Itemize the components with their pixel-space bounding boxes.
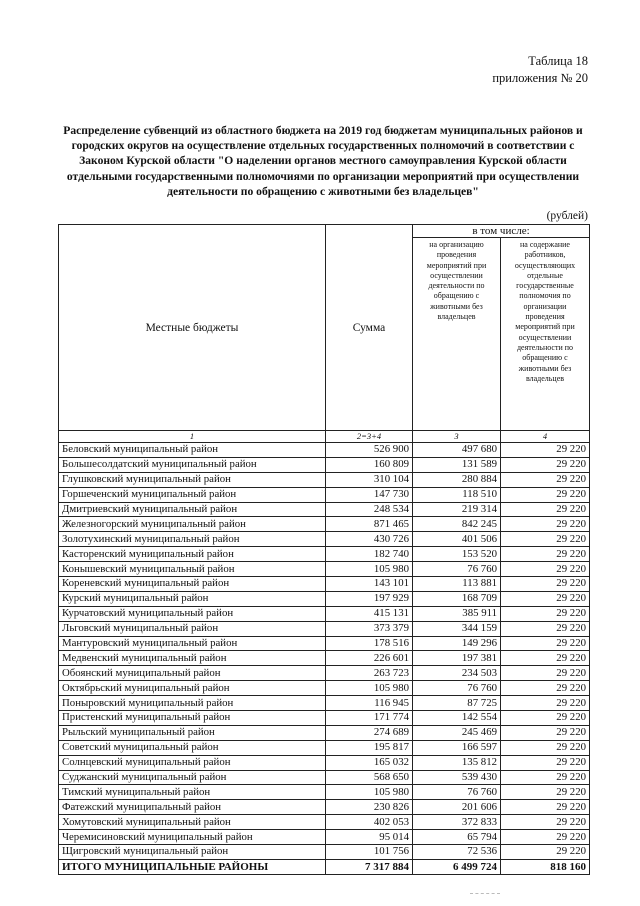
total-label: ИТОГО МУНИЦИПАЛЬНЫЕ РАЙОНЫ	[59, 859, 326, 874]
row-sum: 230 826	[326, 800, 413, 815]
row-sum: 373 379	[326, 621, 413, 636]
col-header-staff: на содержание работников, осуществляющих отдельные государственные полномочия по организации проведения мероприятий при осуществлении деятельности по обращению с животными без владельцев	[501, 238, 590, 431]
col-number: 2=3+4	[326, 431, 413, 443]
district-name: Касторенский муниципальный район	[59, 547, 326, 562]
total-sum: 7 317 884	[326, 859, 413, 874]
row-sum: 105 980	[326, 562, 413, 577]
total-row	[59, 859, 590, 874]
table-row	[59, 621, 590, 636]
row-staff: 29 220	[501, 517, 590, 532]
row-staff: 29 220	[501, 785, 590, 800]
district-name: Фатежский муниципальный район	[59, 800, 326, 815]
col-number: 4	[501, 431, 590, 443]
row-sum: 165 032	[326, 755, 413, 770]
col-header-budgets: Местные бюджеты	[59, 225, 326, 431]
row-org: 497 680	[413, 443, 501, 458]
district-name: Конышевский муниципальный район	[59, 562, 326, 577]
appendix-reference: приложения № 20	[492, 71, 588, 85]
row-sum: 143 101	[326, 577, 413, 592]
row-staff: 29 220	[501, 547, 590, 562]
table-row	[59, 577, 590, 592]
table-row	[59, 517, 590, 532]
district-name: Щигровский муниципальный район	[59, 845, 326, 860]
row-org: 72 536	[413, 845, 501, 860]
table-row	[59, 443, 590, 458]
district-name: Солнцевский муниципальный район	[59, 755, 326, 770]
district-name: Хомутовский муниципальный район	[59, 815, 326, 830]
district-name: Железногорский муниципальный район	[59, 517, 326, 532]
row-sum: 248 534	[326, 502, 413, 517]
row-sum: 147 730	[326, 487, 413, 502]
row-sum: 95 014	[326, 830, 413, 845]
table-row	[59, 696, 590, 711]
row-staff: 29 220	[501, 755, 590, 770]
row-org: 539 430	[413, 770, 501, 785]
table-row	[59, 502, 590, 517]
district-name: Октябрьский муниципальный район	[59, 681, 326, 696]
table-row	[59, 725, 590, 740]
table-row	[59, 800, 590, 815]
subvention-table	[58, 224, 590, 875]
document-title: Распределение субвенций из областного бюджета на 2019 год бюджетам муниципальных районов и городских округов на осуществление отдельных государственных полномочий в соответствии с Законом Курской области "О наделении органов местного самоуправления Курской области отдельными государственными полномочиями по организации мероприятий при осуществлении деятельности по обращению с животными без владельцев"	[63, 124, 583, 198]
row-org: 166 597	[413, 740, 501, 755]
row-staff: 29 220	[501, 696, 590, 711]
row-sum: 197 929	[326, 591, 413, 606]
row-org: 385 911	[413, 606, 501, 621]
row-org: 76 760	[413, 785, 501, 800]
unit-label: (рублей)	[546, 210, 588, 222]
row-staff: 29 220	[501, 562, 590, 577]
row-staff: 29 220	[501, 502, 590, 517]
row-org: 131 589	[413, 457, 501, 472]
district-name: Дмитриевский муниципальный район	[59, 502, 326, 517]
table-row	[59, 845, 590, 860]
row-staff: 29 220	[501, 830, 590, 845]
table-row	[59, 711, 590, 726]
row-sum: 310 104	[326, 472, 413, 487]
table-row	[59, 815, 590, 830]
table-row	[59, 681, 590, 696]
row-sum: 263 723	[326, 666, 413, 681]
table-row	[59, 606, 590, 621]
row-org: 87 725	[413, 696, 501, 711]
row-org: 168 709	[413, 591, 501, 606]
row-staff: 29 220	[501, 711, 590, 726]
row-org: 201 606	[413, 800, 501, 815]
table-row	[59, 532, 590, 547]
row-sum: 871 465	[326, 517, 413, 532]
row-sum: 430 726	[326, 532, 413, 547]
table-row	[59, 472, 590, 487]
page-stamp-mark	[470, 893, 500, 906]
row-org: 76 760	[413, 681, 501, 696]
district-name: Обоянский муниципальный район	[59, 666, 326, 681]
row-sum: 526 900	[326, 443, 413, 458]
district-name: Мантуровский муниципальный район	[59, 636, 326, 651]
row-org: 76 760	[413, 562, 501, 577]
table-row	[59, 562, 590, 577]
row-sum: 568 650	[326, 770, 413, 785]
row-sum: 116 945	[326, 696, 413, 711]
row-staff: 29 220	[501, 621, 590, 636]
row-sum: 195 817	[326, 740, 413, 755]
row-sum: 415 131	[326, 606, 413, 621]
row-sum: 274 689	[326, 725, 413, 740]
table-row	[59, 636, 590, 651]
row-sum: 105 980	[326, 785, 413, 800]
table-row	[59, 457, 590, 472]
row-staff: 29 220	[501, 636, 590, 651]
table-row	[59, 740, 590, 755]
district-name: Золотухинский муниципальный район	[59, 532, 326, 547]
row-org: 344 159	[413, 621, 501, 636]
row-org: 118 510	[413, 487, 501, 502]
table-reference: Таблица 18	[528, 54, 588, 68]
row-org: 842 245	[413, 517, 501, 532]
row-org: 280 884	[413, 472, 501, 487]
row-staff: 29 220	[501, 815, 590, 830]
total-org: 6 499 724	[413, 859, 501, 874]
row-staff: 29 220	[501, 532, 590, 547]
row-org: 149 296	[413, 636, 501, 651]
table-row	[59, 770, 590, 785]
row-staff: 29 220	[501, 666, 590, 681]
table-row	[59, 591, 590, 606]
table-row	[59, 547, 590, 562]
district-name: Медвенский муниципальный район	[59, 651, 326, 666]
district-name: Льговский муниципальный район	[59, 621, 326, 636]
col-header-organization: на организацию проведения мероприятий при осуществлении деятельности по обращению с животными без владельцев	[413, 238, 501, 431]
row-staff: 29 220	[501, 770, 590, 785]
district-name: Курчатовский муниципальный район	[59, 606, 326, 621]
district-name: Поныровский муниципальный район	[59, 696, 326, 711]
district-name: Суджанский муниципальный район	[59, 770, 326, 785]
col-number: 1	[59, 431, 326, 443]
row-org: 113 881	[413, 577, 501, 592]
district-name: Тимский муниципальный район	[59, 785, 326, 800]
col-header-sum: Сумма	[326, 225, 413, 431]
row-org: 245 469	[413, 725, 501, 740]
total-staff: 818 160	[501, 859, 590, 874]
district-name: Черемисиновский муниципальный район	[59, 830, 326, 845]
row-staff: 29 220	[501, 845, 590, 860]
row-staff: 29 220	[501, 725, 590, 740]
row-org: 197 381	[413, 651, 501, 666]
row-sum: 402 053	[326, 815, 413, 830]
row-org: 401 506	[413, 532, 501, 547]
row-staff: 29 220	[501, 606, 590, 621]
row-sum: 226 601	[326, 651, 413, 666]
numbering-row	[59, 431, 590, 443]
row-sum: 105 980	[326, 681, 413, 696]
table-row	[59, 755, 590, 770]
district-name: Советский муниципальный район	[59, 740, 326, 755]
table-row	[59, 785, 590, 800]
row-sum: 182 740	[326, 547, 413, 562]
row-staff: 29 220	[501, 577, 590, 592]
district-name: Глушковский муниципальный район	[59, 472, 326, 487]
district-name: Большесолдатский муниципальный район	[59, 457, 326, 472]
row-staff: 29 220	[501, 457, 590, 472]
row-org: 153 520	[413, 547, 501, 562]
table-row	[59, 830, 590, 845]
district-name: Беловский муниципальный район	[59, 443, 326, 458]
table-row	[59, 651, 590, 666]
col-header-including: в том числе:	[413, 225, 590, 238]
row-org: 372 833	[413, 815, 501, 830]
row-org: 135 812	[413, 755, 501, 770]
row-sum: 178 516	[326, 636, 413, 651]
col-number: 3	[413, 431, 501, 443]
row-staff: 29 220	[501, 591, 590, 606]
table-row	[59, 487, 590, 502]
row-sum: 101 756	[326, 845, 413, 860]
row-org: 234 503	[413, 666, 501, 681]
row-org: 65 794	[413, 830, 501, 845]
row-sum: 171 774	[326, 711, 413, 726]
row-org: 219 314	[413, 502, 501, 517]
row-staff: 29 220	[501, 443, 590, 458]
district-name: Рыльский муниципальный район	[59, 725, 326, 740]
row-staff: 29 220	[501, 472, 590, 487]
row-staff: 29 220	[501, 487, 590, 502]
row-staff: 29 220	[501, 740, 590, 755]
table-row	[59, 666, 590, 681]
row-sum: 160 809	[326, 457, 413, 472]
district-name: Кореневский муниципальный район	[59, 577, 326, 592]
row-staff: 29 220	[501, 800, 590, 815]
row-staff: 29 220	[501, 651, 590, 666]
district-name: Курский муниципальный район	[59, 591, 326, 606]
row-org: 142 554	[413, 711, 501, 726]
district-name: Горшеченский муниципальный район	[59, 487, 326, 502]
row-staff: 29 220	[501, 681, 590, 696]
district-name: Пристенский муниципальный район	[59, 711, 326, 726]
